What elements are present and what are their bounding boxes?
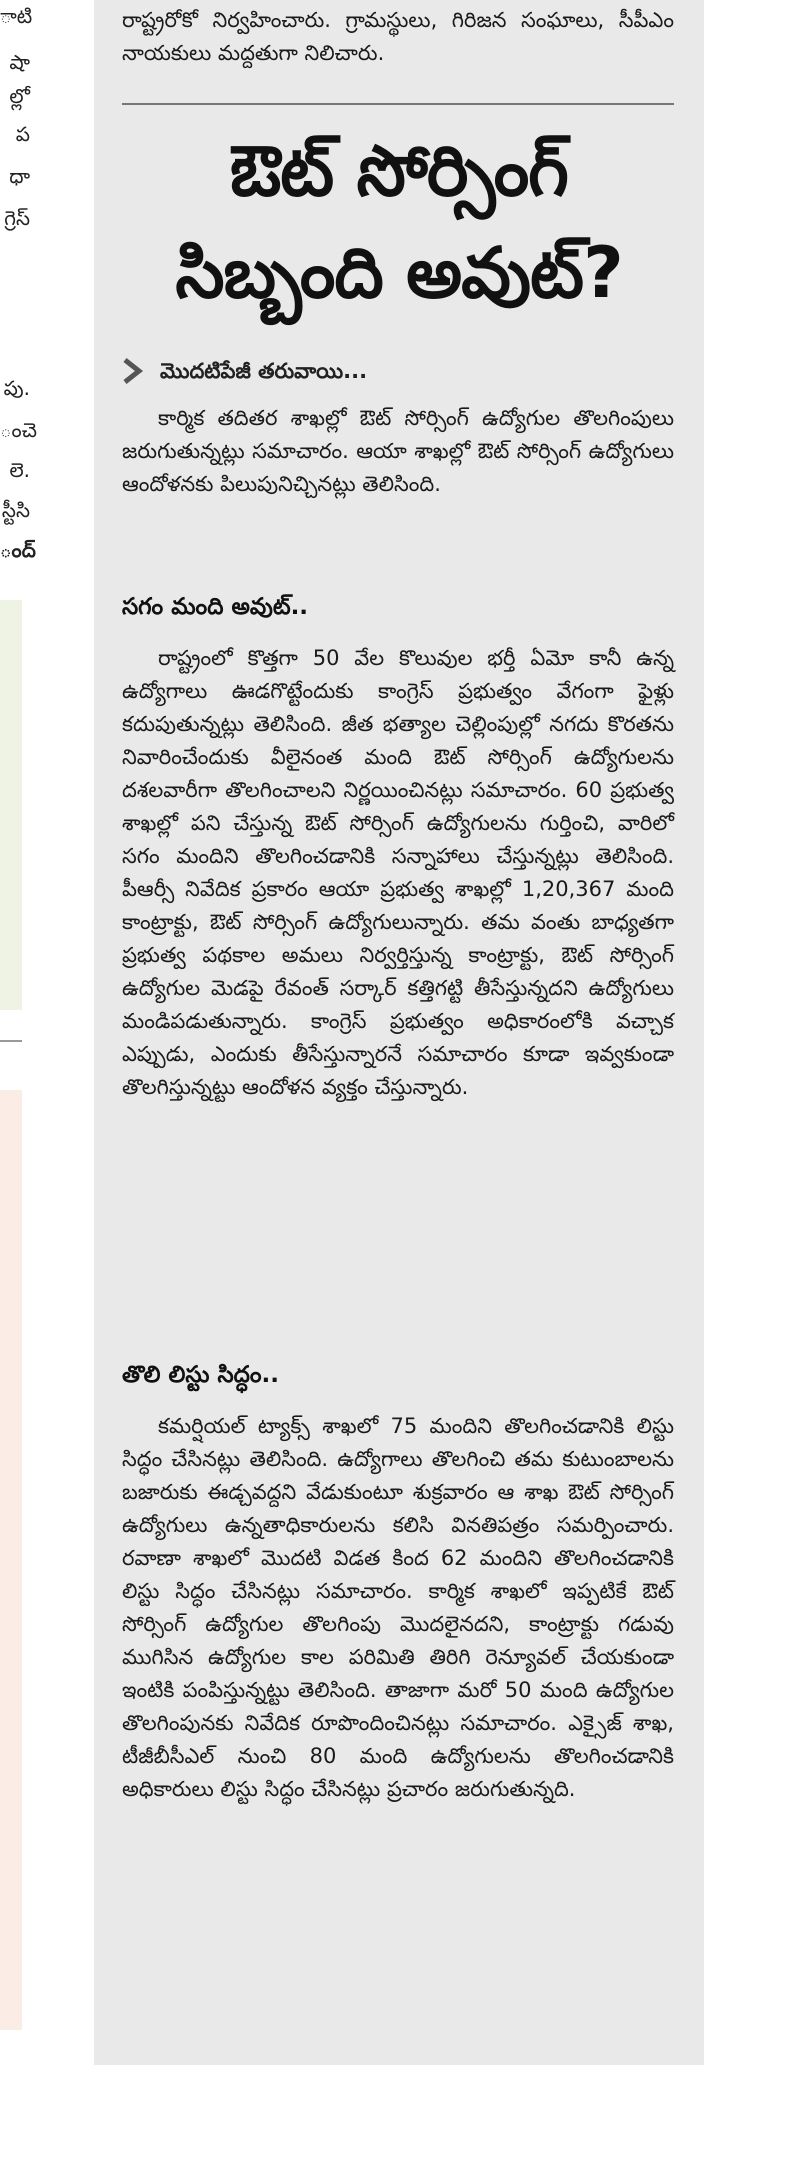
intro-paragraph: కార్మిక తదితర శాఖల్లో ఔట్ సోర్సింగ్ ఉద్యోగుల తొలగింపులు జరుగుతున్నట్లు సమాచారం. ఆయా శాఖల్లో ఔట్ సోర్సింగ్ ఉద్యోగులు ఆందోళనకు పిలుపునిచ్చినట్లు తెలిసింది. [122,406,674,496]
jump-label: మొదటిపేజీ తరువాయి... [160,359,368,383]
continued-from-front-page [122,356,674,386]
section-toli-list [122,1358,674,1392]
adjacent-text-fragment: లె. [9,458,30,482]
adjacent-text-fragment: ల్లో [9,84,30,108]
chevron-right-icon [122,358,146,384]
adjacent-text-fragment: ంచె [0,418,37,442]
section-subhead: సగం మంది అవుట్.. [122,594,309,620]
adjacent-text-fragment: ంద్ [0,538,36,562]
headline-line-1: ఔట్ సోర్సింగ్ [230,130,568,212]
adjacent-text-fragment: ప [15,122,30,146]
adjacent-column-photo-area [0,1090,22,2030]
section-body: రాష్ట్రంలో కొత్తగా 50 వేల కొలువుల భర్తీ ఏమో కానీ ఉన్న ఉద్యోగాలు ఊడగొట్టేందుకు కాంగ్రెస్ ప్రభుత్వం వేగంగా ఫైళ్లు కదుపుతున్నట్లు తెలిసింది. జీత భత్యాల చెల్లింపుల్లో నగదు కొరతను నివారించేందుకు వీలైనంత మంది ఔట్ సోర్సింగ్ ఉద్యోగులను దశలవారీగా తొలగించాలని నిర్ణయించినట్లు సమాచారం. 60 ప్రభుత్వ శాఖల్లో పని చేస్తున్న ఔట్ సోర్సింగ్ ఉద్యోగులను గుర్తించి, వారిలో సగం మందిని తొలగించడానికి సన్నాహాలు చేస్తున్నట్లు తెలిసింది. పీఆర్సీ నివేదిక ప్రకారం ఆయా ప్రభుత్వ శాఖల్లో 1,20,367 మంది కాంట్రాక్టు, ఔట్ సోర్సింగ్ ఉద్యోగులున్నారు. తమ వంతు బాధ్యతగా ప్రభుత్వ పథకాల అమలు నిర్వర్తిస్తున్న కాంట్రాక్టు, ఔట్ సోర్సింగ్ ఉద్యోగుల మెడపై రేవంత్ సర్కార్ కత్తిగట్టి తీసేస్తున్నదని ఉద్యోగులు మండిపడుతున్నారు. కాంగ్రెస్ ప్రభుత్వం అధికారంలోకి వచ్చాక ఎప్పుడు, ఎందుకు తీసేస్తున్నారనే సమాచారం కూడా ఇవ్వకుండా తొలగిస్తున్నట్టు ఆందోళన వ్యక్తం చేస్తున్నారు. [122,646,674,1099]
article-panel [94,0,704,2065]
adjacent-column-divider [0,1040,22,1042]
adjacent-text-fragment: షా [9,50,30,74]
adjacent-text-fragment: పు. [3,376,30,400]
headline-line-2: సిబ్బంది అవుట్? [175,232,623,314]
adjacent-text-fragment: ధా [9,164,30,188]
top-paragraph: రాష్ట్రరోకో నిర్వహించారు. గ్రామస్థులు, గిరిజన సంఘాలు, సీపీఎం నాయకులు మద్దతుగా నిలిచారు. [122,8,674,65]
adjacent-text-fragment: గ్రెస్ [4,206,30,230]
adjacent-column-shaded-box [0,600,22,1010]
adjacent-text-fragment: ాటి [0,4,33,28]
section-sagam [122,590,674,624]
section-subhead: తొలి లిస్టు సిద్ధం.. [122,1362,279,1388]
section-divider [122,103,674,105]
section-body: కమర్షియల్ ట్యాక్స్ శాఖలో 75 మందిని తొలగించడానికి లిస్టు సిద్ధం చేసినట్లు తెలిసింది. ఉద్యోగాలు తొలగించి తమ కుటుంబాలను బజారుకు ఈడ్చవద్దని వేడుకుంటూ శుక్రవారం ఆ శాఖ ఔట్ సోర్సింగ్ ఉద్యోగులు ఉన్నతాధికారులను కలిసి వినతిపత్రం సమర్పించారు. రవాణా శాఖలో మొదటి విడత కింద 62 మందిని తొలగించడానికి లిస్టు సిద్ధం చేసినట్లు సమాచారం. కార్మిక శాఖలో ఇప్పటికే ఔట్ సోర్సింగ్ ఉద్యోగుల తొలగింపు మొదలైనదని, కాంట్రాక్టు గడువు ముగిసిన ఉద్యోగుల కాల పరిమితి తిరిగి రెన్యూవల్ చేయకుండా ఇంటికి పంపిస్తున్నట్టు తెలిసింది. తాజాగా మరో 50 మంది ఉద్యోగుల తొలగింపునకు నివేదిక రూపొందించినట్లు సమాచారం. ఎక్సైజ్ శాఖ, టీజీబీసీఎల్ నుంచి 80 మంది ఉద్యోగులను తొలగించడానికి అధికారులు లిస్టు సిద్ధం చేసినట్లు ప్రచారం జరుగుతున్నది. [122,1414,674,1801]
adjacent-text-fragment: స్టీసి [1,498,30,522]
